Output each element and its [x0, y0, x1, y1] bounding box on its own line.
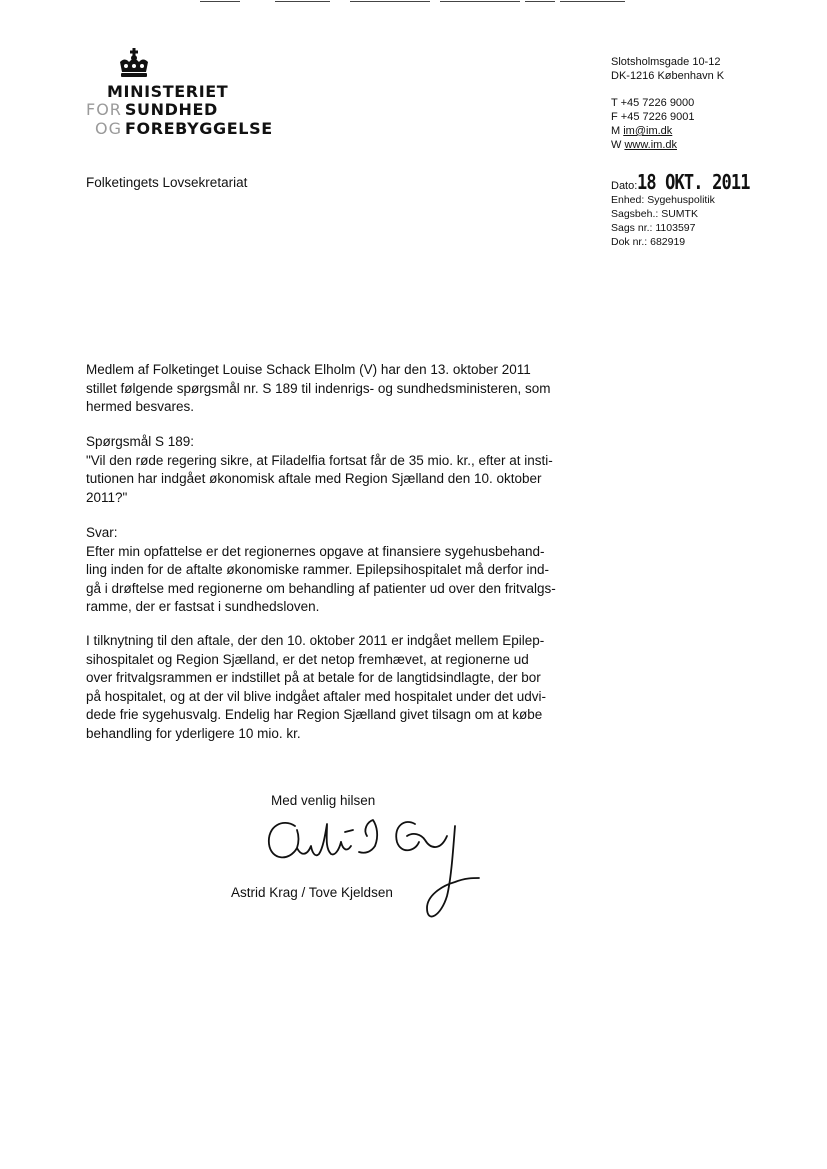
text-line: Medlem af Folketinget Louise Schack Elholm (V) har den 13. oktober 2011	[86, 362, 531, 377]
meta-caseworker: Sagsbeh.: SUMTK	[611, 208, 698, 220]
text-line: "Vil den røde regering sikre, at Filadelfia fortsat får de 35 mio. kr., efter at insti-	[86, 452, 553, 468]
address-fax: F +45 7226 9001	[611, 111, 695, 123]
meta-case-number: Sags nr.: 1103597	[611, 222, 696, 234]
text-line: dede frie sygehusvalg. Endelig har Region Sjælland givet tilsagn om at købe	[86, 707, 543, 722]
text-line: hermed besvares.	[86, 399, 195, 414]
text-line: på hospitalet, og at der vil blive indgået aftaler med hospitalet under det udvi-	[86, 688, 547, 704]
web-prefix: W	[611, 139, 622, 151]
text-line: 2011?"	[86, 489, 128, 505]
text-line: behandling for yderligere 10 mio. kr.	[86, 725, 301, 741]
logo-line-3-prefix: OG	[95, 119, 122, 138]
intro-paragraph	[86, 361, 586, 417]
mail-prefix: M	[611, 125, 621, 137]
logo-line-1: MINISTERIET	[107, 82, 229, 101]
logo-line-3	[95, 120, 273, 138]
address-street: Slotsholmsgade 10-12	[611, 56, 721, 68]
logo-line-2	[86, 101, 218, 119]
answer-block	[86, 524, 586, 617]
meta-doc-number: Dok nr.: 682919	[611, 236, 686, 248]
answer-paragraph-2	[86, 632, 586, 743]
address-city: DK-1216 København K	[611, 70, 725, 82]
website-link[interactable]: www.im.dk	[624, 139, 678, 151]
address-web-row	[611, 138, 677, 152]
text-line: gå i drøftelse med regionerne om behandling af patienter ud over den fritvalgs-	[86, 580, 556, 596]
email-link[interactable]: im@im.dk	[623, 125, 673, 137]
text-line: over fritvalgsrammen er indstillet på at betale for de langtidsindlagte, der bor	[86, 670, 541, 685]
text-line: I tilknytning til den aftale, der den 10. oktober 2011 er indgået mellem Epilep-	[86, 633, 545, 648]
crown-icon	[117, 48, 151, 80]
scan-artifact	[0, 0, 827, 4]
closing-greeting: Med venlig hilsen	[271, 793, 376, 808]
date-value: 18 OKT. 2011	[637, 170, 750, 194]
logo-line-2-main: SUNDHED	[124, 100, 218, 119]
date-label: Dato:	[611, 180, 638, 192]
text-line: ramme, der er fastsat i sundhedsloven.	[86, 599, 320, 614]
text-line: sihospitalet og Region Sjælland, er det netop fremhævet, at regionerne ud	[86, 651, 529, 667]
logo-line-2-prefix: FOR	[86, 100, 122, 119]
text-line: ling inden for de aftalte økonomiske rammer. Epilepsihospitalet må derfor ind-	[86, 562, 549, 577]
text-line: Efter min opfattelse er det regionernes opgave at finansiere sygehusbehand-	[86, 543, 545, 559]
answer-heading: Svar:	[86, 525, 118, 540]
text-line: tutionen har indgået økonomisk aftale med Region Sjælland den 10. oktober	[86, 471, 542, 486]
recipient: Folketingets Lovsekretariat	[86, 175, 248, 190]
date-stamp	[611, 170, 770, 194]
text-line: stillet følgende spørgsmål nr. S 189 til indenrigs- og sundhedsministeren, som	[86, 380, 551, 396]
question-heading: Spørgsmål S 189:	[86, 434, 195, 449]
address-mail-row	[611, 124, 672, 138]
logo-line-3-main: FOREBYGGELSE	[125, 119, 273, 138]
meta-unit: Enhed: Sygehuspolitik	[611, 194, 715, 206]
question-block	[86, 433, 586, 507]
address-phone: T +45 7226 9000	[611, 97, 695, 109]
signer-names: Astrid Krag / Tove Kjeldsen	[231, 885, 393, 900]
handwritten-signature	[255, 812, 495, 932]
